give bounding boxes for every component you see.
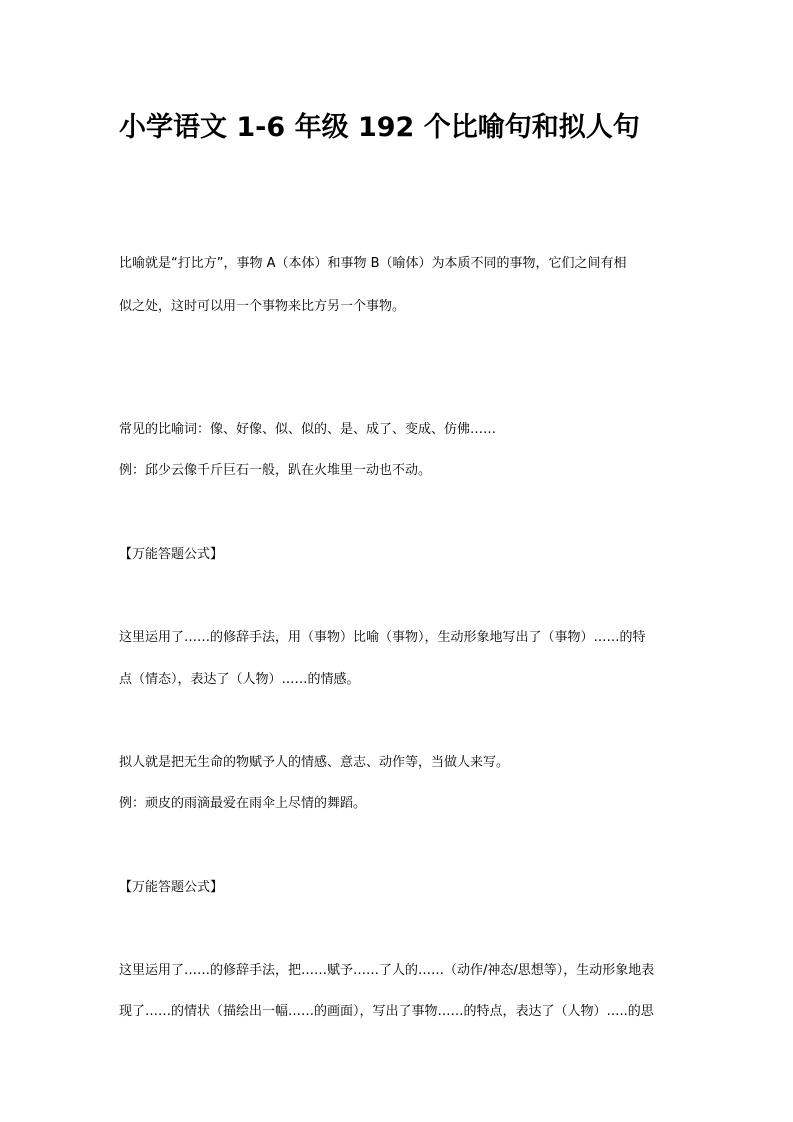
metaphor-definition-line-1: 比喻就是“打比方”，事物 A（本体）和事物 B（喻体）为本质不同的事物，它们之间有相 [119,256,627,271]
metaphor-formula-line-1: 这里运用了……的修辞手法，用（事物）比喻（事物），生动形象地写出了（事物）……的特 [119,630,646,645]
personification-formula-line-1: 这里运用了……的修辞手法，把……赋予……了人的……（动作/神态/思想等），生动形象地表 [119,963,655,978]
personification-example: 例：顽皮的雨滴最爱在雨伞上尽情的舞蹈。 [119,796,367,811]
personification-formula-line-2: 现了……的情状（描绘出一幅……的画面），写出了事物……的特点，表达了（人物）…..的思 [119,1004,654,1019]
personification-definition: 拟人就是把无生命的物赋予人的情感、意志、动作等，当做人来写。 [119,755,510,770]
formula-heading-1: 【万能答题公式】 [119,547,224,562]
metaphor-words: 常见的比喻词：像、好像、似、似的、是、成了、变成、仿佛…… [119,422,497,437]
metaphor-example: 例：邱少云像千斤巨石一般，趴在火堆里一动也不动。 [119,463,432,478]
metaphor-formula-line-2: 点（情态），表达了（人物）……的情感。 [119,672,360,687]
document-title: 小学语文 1-6 年级 192 个比喻句和拟人句 [119,112,640,143]
metaphor-definition-line-2: 似之处，这时可以用一个事物来比方另一个事物。 [119,299,406,314]
formula-heading-2: 【万能答题公式】 [119,880,224,895]
